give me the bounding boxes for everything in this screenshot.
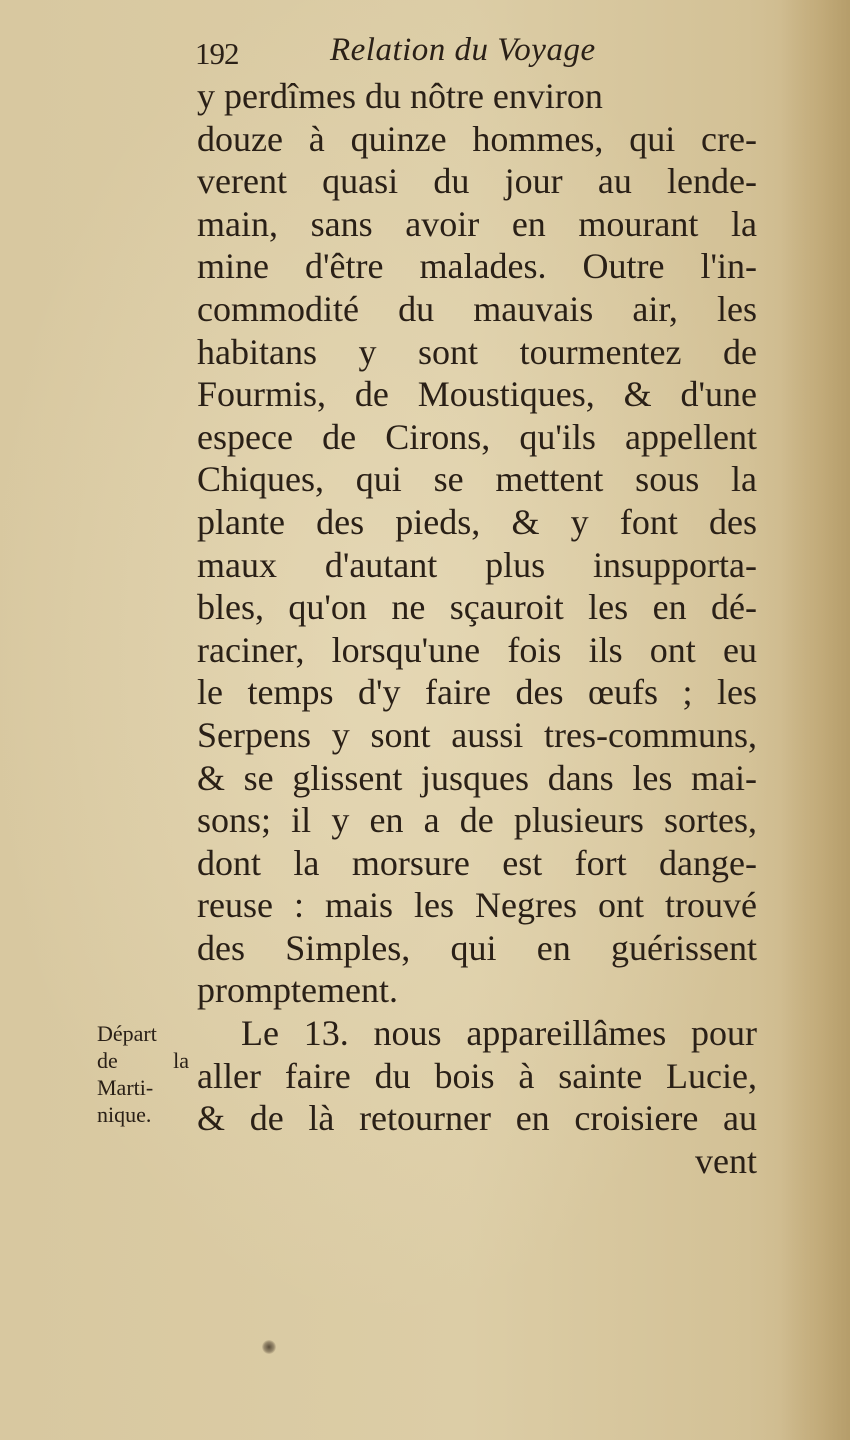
- text-line: mine d'être malades. Outre l'in-: [197, 246, 757, 287]
- text-line: Fourmis, de Moustiques, & d'une: [197, 374, 757, 415]
- page-edge-shadow: [780, 0, 850, 1440]
- body-text: [197, 75, 757, 1182]
- text-line: y perdîmes du nôtre environ: [197, 76, 603, 116]
- text-line: & se glissent jusques dans les mai-: [197, 757, 757, 798]
- text-line: promptement.: [197, 970, 398, 1011]
- text-line: commodité du mauvais air, les: [197, 288, 757, 329]
- page-number: 192: [195, 36, 239, 71]
- text-line: Serpens y sont aussi tres-communs,: [197, 714, 757, 755]
- text-line: plante des pieds, & y font des: [197, 501, 757, 542]
- ink-spot: [262, 1340, 276, 1354]
- margin-note-line: Marti-: [97, 1075, 154, 1100]
- margin-note-line: nique.: [97, 1102, 152, 1127]
- text-line: raciner, lorsqu'une fois ils ont eu: [197, 629, 757, 670]
- text-line: aller faire du bois à sainte Lucie,: [197, 1055, 757, 1096]
- text-line: verent quasi du jour au lende-: [197, 161, 757, 202]
- text-line: dont la morsure est fort dange-: [197, 842, 757, 883]
- text-line: & de là retourner en croisiere au: [197, 1098, 757, 1139]
- margin-note-line: de la: [97, 1048, 189, 1073]
- running-title: Relation du Voyage: [330, 32, 596, 68]
- text-line: Chiques, qui se mettent sous la: [197, 459, 757, 500]
- text-line: maux d'autant plus insupporta-: [197, 544, 757, 585]
- text-line: reuse : mais les Negres ont trouvé: [197, 885, 757, 926]
- text-line: espece de Cirons, qu'ils appellent: [197, 416, 757, 457]
- text-line: habitans y sont tourmentez de: [197, 331, 757, 372]
- text-line: main, sans avoir en mourant la: [197, 203, 757, 244]
- margin-note: [97, 1020, 189, 1128]
- text-line: sons; il y en a de plusieurs sortes,: [197, 800, 757, 841]
- catchword: vent: [695, 1140, 757, 1181]
- margin-note-line: Départ: [97, 1021, 157, 1046]
- text-line: Le 13. nous appareillâmes pour: [241, 1013, 757, 1054]
- text-line: le temps d'y faire des œufs ; les: [197, 672, 757, 713]
- text-line: bles, qu'on ne sçauroit les en dé-: [197, 587, 757, 628]
- text-line: douze à quinze hommes, qui cre-: [197, 118, 757, 159]
- text-line: des Simples, qui en guérissent: [197, 927, 757, 968]
- page-header: [195, 30, 755, 78]
